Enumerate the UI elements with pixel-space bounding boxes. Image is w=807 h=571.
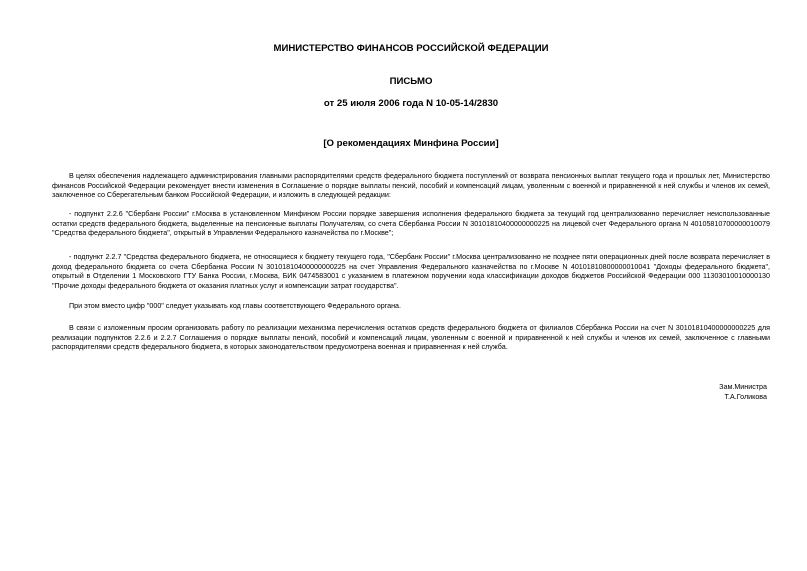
signature-name: Т.А.Голикова — [724, 393, 767, 401]
document-subject: [О рекомендациях Минфина России] — [323, 138, 499, 149]
document-type: ПИСЬМО — [389, 76, 433, 87]
body-paragraph-subitem-2-2-7: - подпункт 2.2.7 "Средства федерального бюджета, не относящиеся к бюджету текущего года, "Сбербанк России" г.Москва централизованно не позднее пяти операционных дней после возврата перечисляет в доход федерального бюджета со счета Сбербанка России N 30101810400000000225 на счет Управления Федерального казначейства по г.Москве N 40101810800000010041 "Доходы федерального бюджета", открытый в Отделении 1 Московского ГТУ Банка России, г.Москва, БИК 0474583001 с указанием в платежном поручении кода классификации доходов бюджетов Российской Федерации 000 11303010010000130 "Прочие доходы федерального бюджета от оказания платных услуг и компенсации затрат государства". — [52, 253, 770, 290]
body-paragraph-subitem-2-2-6: - подпункт 2.2.6 "Сбербанк России" г.Москва в установленном Минфином России порядке завершения исполнения федерального бюджета за текущий год централизованно перечисляет неиспользованные остатки средств федерального бюджета, выделенные на пенсионные выплаты Получателям, со счета Сбербанка России N 30101810400000000225 на лицевой счет Федерального органа N 40105810700000010079 "Средства федерального бюджета", открытый в Управлении Федерального казначейства по г.Москве"; — [52, 210, 770, 237]
body-paragraph-request: В связи с изложенным просим организовать работу по реализации механизма перечисления остатков средств федерального бюджета от филиалов Сбербанка России на счет N 30101810400000000225 для реализации подпунктов 2.2.6 и 2.2.7 Соглашения о порядке выплаты пенсий, пособий и компенсаций лицам, уволенным с военной и приравненной к ней службы и членов их семей, заключенное с главными распорядителями средств федерального бюджета, в которых законодательством предусмотрена военная и приравненная к ней служба. — [52, 324, 770, 351]
body-paragraph-note: При этом вместо цифр "000" следует указывать код главы соответствующего Федерального органа. — [69, 302, 402, 310]
document-page — [52, 0, 770, 571]
ministry-title: МИНИСТЕРСТВО ФИНАНСОВ РОССИЙСКОЙ ФЕДЕРАЦИИ — [273, 43, 549, 54]
signature-position: Зам.Министра — [719, 383, 767, 391]
body-paragraph-intro: В целях обеспечения надлежащего администрирования главными распорядителями средств федерального бюджета поступлений от возврата пенсионных выплат текущего года и прошлых лет, Министерство финансов Российской Федерации рекомендует внести изменения в Соглашение о порядке выплаты пенсий, пособий и компенсаций лицам, уволенным с военной и приравненной к ней службы и членов их семей, заключенное со Сберегательным банком Российской Федерации, и изложить в следующей редакции: — [52, 172, 770, 199]
document-date-number: от 25 июля 2006 года N 10-05-14/2830 — [323, 98, 499, 109]
